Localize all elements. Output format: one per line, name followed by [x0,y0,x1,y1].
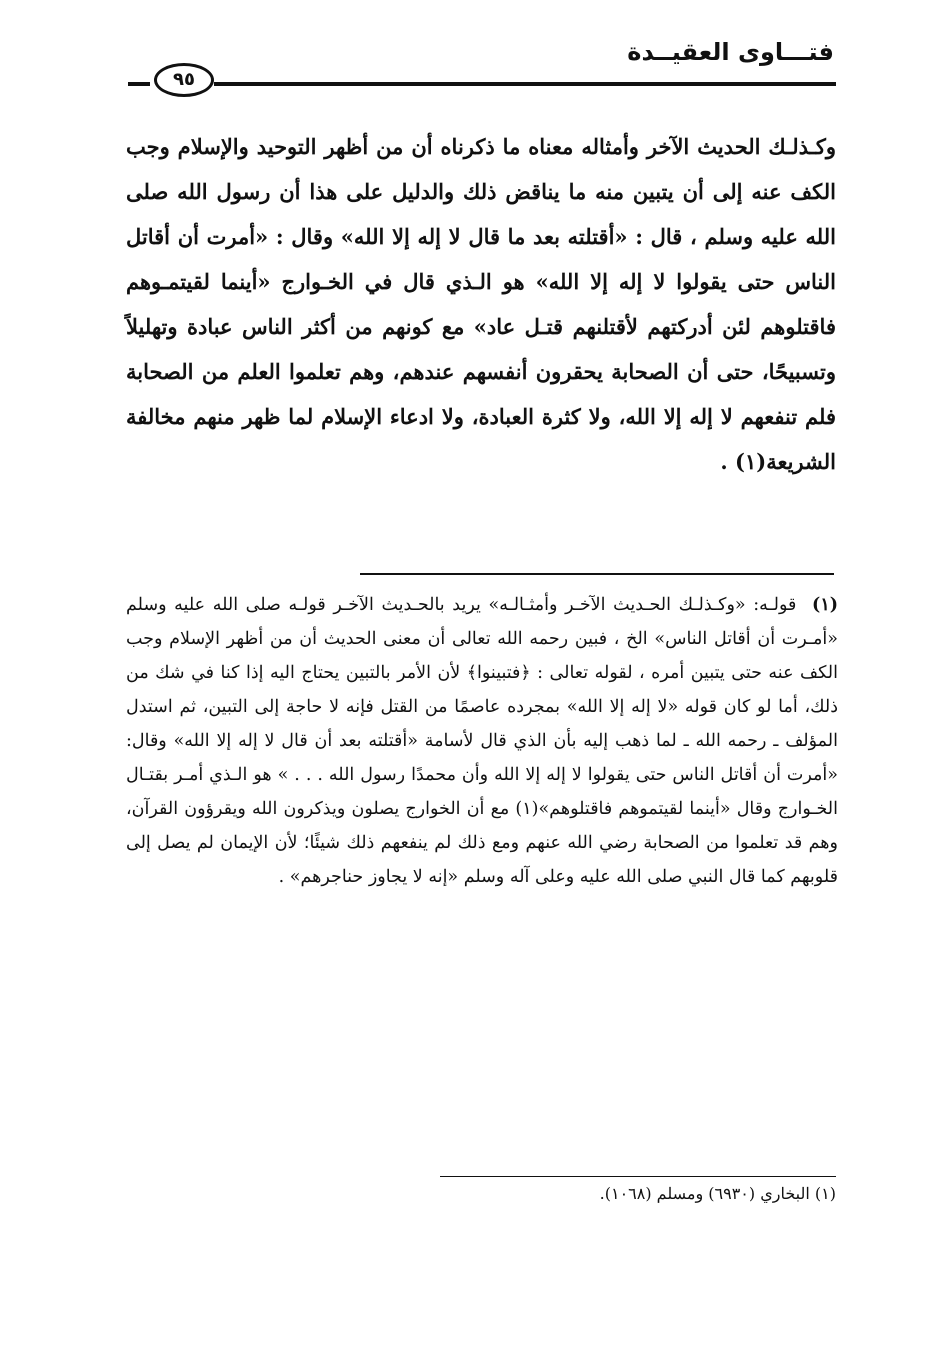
footnote-separator [360,573,834,575]
sub-footnote-reference: (١) البخاري (٦٩٣٠) ومسلم (١٠٦٨). [599,1184,836,1203]
footnote-text: قولـه: «وكـذلـك الحـديث الآخـر وأمثـالـه» يريد بالحـديث الآخـر قولـه صلى الله عليه وسلم «أمـرت أن أقاتل الناس» الخ ، فبين رحمه الله تعالى أن معنى الحديث أن من أظهر الإسلام وجب الكف عنه حتى يتبين أمره ، لقوله تعالى : ﴿فتبينوا﴾ لأن الأمر بالتبين يحتاج اليه إذا كنا في شك من ذلك، أما لو كان قوله «لا إله إلا الله» بمجرده عاصمًا من القتل فإنه لا حاجة إلى التبين، ثم استدل المؤلف ـ رحمه الله ـ لما ذهب إليه بأن الذي قال لأسامة «أقتلته بعد أن قال لا إله إلا الله» وقال: «أمرت أن أقاتل الناس حتى يقولوا لا إله إلا الله وأن محمدًا رسول الله . . . » هو الـذي أمـر بقتـال الخـوارج وقال «أينما لقيتموهم فاقتلوهم»(١) مع أن الخوارج يصلون ويذكرون الله ويقرؤون القرآن، وهم قد تعلموا من الصحابة رضي الله عنهم ومع ذلك لم ينفعهم ذلك شيئًا؛ لأن الإيمان لم يصل إلى قلوبهم كما قال النبي صلى الله عليه وعلى آله وسلم «إنه لا يجاوز حناجرهم» . [126,595,839,887]
sub-footnote-separator [440,1176,836,1177]
running-header-title: فتـــاوى العقيــدة [627,38,834,66]
page-number: ٩٥ [154,63,214,97]
header-rule [128,82,836,86]
footnote [126,588,838,894]
main-paragraph: وكـذلـك الحديث الآخر وأمثاله معناه ما ذكرناه أن من أظهر التوحيد والإسلام وجب الكف عنه إلى أن يتبين منه ما يناقض ذلك والدليل على هذا أن رسول الله صلى الله عليه وسلم ، قال : «أقتلته بعد ما قال لا إله إلا الله» وقال : «أمرت أن أقاتل الناس حتى يقولوا لا إله إلا الله» هو الـذي قال في الخـوارج «أينما لقيتمـوهم فاقتلوهم لئن أدركتهم لأقتلنهم قتـل عاد» مع كونهم من أكثر الناس عبادة وتهليلاً وتسبيحًا، حتى أن الصحابة يحقرون أنفسهم عندهم، وهم تعلموا العلم من الصحابة فلم تنفعهم لا إله إلا الله، ولا كثرة العبادة، ولا ادعاء الإسلام لما ظهر منهم مخالفة الشريعة(١) . [126,134,836,474]
footnote-number: (١) [812,595,838,615]
page-number-badge [150,63,214,95]
